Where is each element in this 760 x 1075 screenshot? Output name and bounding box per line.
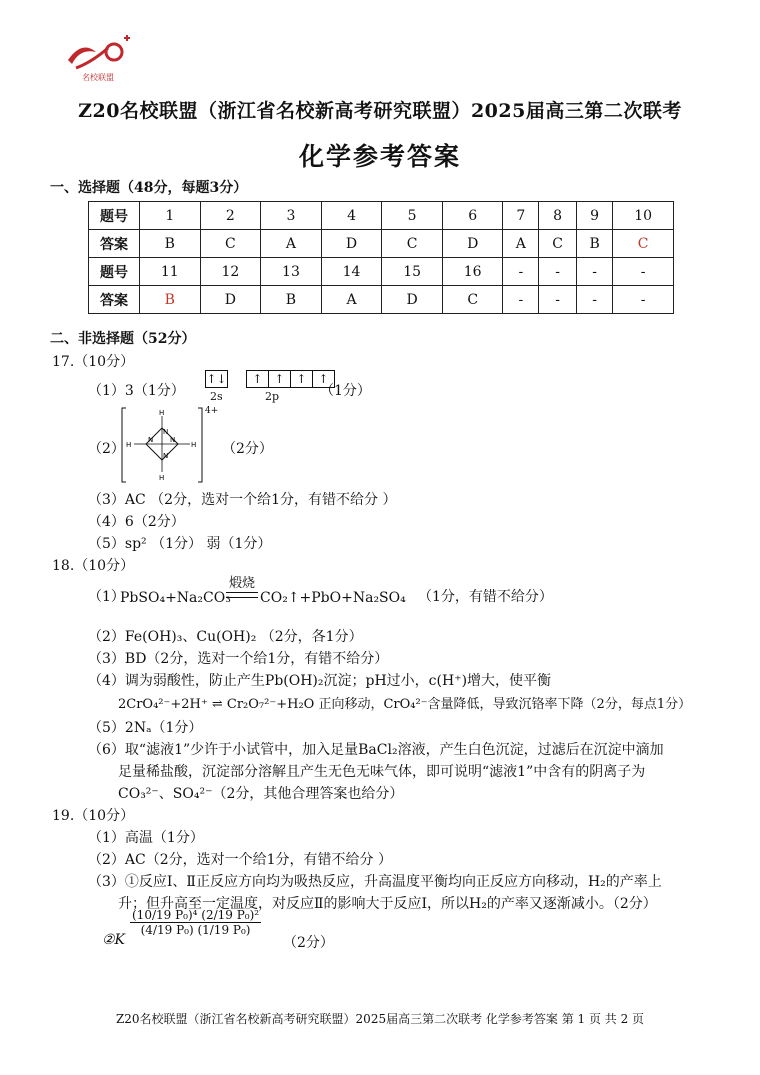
svg-text:H: H (126, 441, 132, 449)
row-label: 题号 (89, 258, 140, 286)
table-cell: 16 (442, 258, 503, 286)
q17-part2-prefix: （2） (88, 441, 125, 457)
table-cell: - (503, 286, 539, 314)
table-cell: - (539, 286, 577, 314)
table-cell: C (539, 230, 577, 258)
table-cell: B (140, 230, 201, 258)
table-cell: A (503, 230, 539, 258)
table-cell: B (576, 230, 612, 258)
table-cell: A (261, 230, 322, 258)
table-cell-highlight: B (140, 286, 201, 314)
svg-text:H: H (191, 441, 197, 449)
q18-part2: （2）Fe(OH)₃、Cu(OH)₂ （2分，各1分） (88, 629, 363, 645)
orbital-diagram (205, 370, 334, 388)
q18-part1-prefix: （1） (88, 589, 125, 605)
q19-part1: （1）高温（1分） (88, 830, 204, 846)
q18-part6-line2: 足量稀盐酸，沉淀部分溶解且产生无色无味气体，即可说明“滤液1”中含有的阴离子为 (118, 764, 646, 780)
table-cell: 7 (503, 202, 539, 230)
table-cell: D (442, 230, 503, 258)
q18-part6-line1: （6）取“滤液1”少许于小试管中，加入足量BaCl₂溶液，产生白色沉淀，过滤后在沉淀中滴加 (88, 742, 664, 758)
table-cell: 15 (382, 258, 443, 286)
table-cell: 11 (140, 258, 201, 286)
table-cell: D (200, 286, 261, 314)
table-cell: B (261, 286, 322, 314)
row-label: 答案 (89, 286, 140, 314)
logo-text: 名校联盟 (82, 73, 114, 82)
q18-part1-rhs: CO₂↑+PbO+Na₂SO₄ (260, 590, 406, 606)
orbital-box-2s: ↑↓ (206, 372, 227, 386)
table-cell: 3 (261, 202, 322, 230)
svg-text:H: H (159, 409, 165, 417)
table-cell: A (321, 286, 382, 314)
structure-icon (120, 406, 206, 484)
page-footer: Z20名校联盟（浙江省名校新高考研究联盟）2025届高三第二次联考 化学参考答案 第 1 页 共 2 页 (115, 1012, 645, 1026)
q18-title: 18.（10分） (52, 558, 135, 574)
table-cell: 13 (261, 258, 322, 286)
q19-part3-line1: （3）①反应Ⅰ、Ⅱ正反应方向均为吸热反应，升高温度平衡均向正反应方向移动，H₂的产率上 (88, 874, 662, 890)
table-cell: 2 (200, 202, 261, 230)
row-label: 答案 (89, 230, 140, 258)
orbital-box-2p: ↑ (290, 370, 313, 388)
q19-part3-line2: 升；但升高至一定温度，对反应Ⅱ的影响大于反应Ⅰ，所以H₂的产率又逐渐减小。（2分） (118, 896, 657, 912)
table-cell: D (382, 286, 443, 314)
orbital-box-2p: ↑ (246, 370, 269, 388)
table-row (89, 230, 674, 258)
table-cell: D (321, 230, 382, 258)
svg-text:N: N (170, 436, 176, 444)
structure-charge: 4+ (205, 406, 219, 416)
table-cell: 12 (200, 258, 261, 286)
table-cell: 5 (382, 202, 443, 230)
table-cell: - (539, 258, 577, 286)
row-label: 题号 (89, 202, 140, 230)
q17-part2-suffix: （2分） (222, 441, 273, 457)
orbital-label-2s: 2s (210, 390, 223, 403)
answer-table (88, 201, 674, 314)
section1-heading: 一、选择题（48分，每题3分） (50, 180, 248, 196)
kp-denominator: (4/19 P₀) (1/19 P₀) (140, 923, 251, 937)
q19-title: 19.（10分） (52, 808, 135, 824)
q17-part1-prefix: （1）3（1分） (88, 383, 185, 399)
svg-text:N: N (148, 436, 154, 444)
q18-part1-suffix: （1分，有错不给分） (418, 589, 553, 605)
logo (62, 34, 142, 86)
orbital-box-2p: ↑ (312, 370, 335, 388)
structure-diagram (120, 406, 206, 484)
table-cell: 8 (539, 202, 577, 230)
q18-part6-line3: CO₃²⁻、SO₄²⁻（2分，其他合理答案也给分） (118, 786, 404, 802)
table-cell: - (613, 286, 674, 314)
table-cell: C (442, 286, 503, 314)
kp-fraction (130, 908, 261, 937)
q17-part1-suffix: （1分） (320, 383, 371, 399)
section2-heading: 二、非选择题（52分） (50, 331, 196, 347)
table-cell-highlight: C (613, 230, 674, 258)
table-cell: - (576, 286, 612, 314)
kp-suffix: （2分） (283, 935, 334, 951)
q19-part2: （2）AC（2分，选对一个给1分，有错不给分 ） (88, 852, 392, 868)
reaction-condition: 煅烧 (228, 576, 255, 591)
subject-title: 化学参考答案 (298, 142, 461, 171)
table-row (89, 286, 674, 314)
orbital-box-2p: ↑ (268, 370, 291, 388)
table-row (89, 258, 674, 286)
table-cell: - (503, 258, 539, 286)
exam-title: Z20名校联盟（浙江省名校新高考研究联盟）2025届高三第二次联考 (78, 100, 682, 122)
q17-title: 17.（10分） (52, 354, 135, 370)
q17-part3: （3）AC （2分，选对一个给1分，有错不给分 ） (88, 492, 397, 508)
table-row (89, 202, 674, 230)
equals-sign (226, 592, 258, 598)
q18-part1-lhs: PbSO₄+Na₂CO₃ (120, 590, 231, 606)
orbital-label-2p: 2p (265, 390, 280, 403)
table-cell: - (613, 258, 674, 286)
table-cell: 6 (442, 202, 503, 230)
table-cell: 14 (321, 258, 382, 286)
table-cell: - (576, 258, 612, 286)
q17-part5: （5）sp² （1分） 弱（1分） (88, 536, 272, 552)
q18-part4-line2: 2CrO₄²⁻+2H⁺ ⇌ Cr₂O₇²⁻+H₂O 正向移动，CrO₄²⁻含量降低，导致沉铬率下降（2分，每点1分） (118, 697, 692, 712)
table-cell: C (200, 230, 261, 258)
kp-numerator: (10/19 P₀)⁴ (2/19 P₀)² (132, 908, 260, 922)
table-cell: 1 (140, 202, 201, 230)
q17-part4: （4）6（2分） (88, 514, 185, 530)
svg-text:N: N (163, 428, 169, 436)
q18-part3: （3）BD（2分，选对一个给1分，有错不给分） (88, 651, 389, 667)
table-cell: 4 (321, 202, 382, 230)
q18-part5: （5）2Nₐ（1分） (88, 720, 203, 736)
svg-text:N: N (163, 452, 169, 460)
table-cell: 10 (613, 202, 674, 230)
svg-text:H: H (159, 474, 165, 482)
table-cell: C (382, 230, 443, 258)
q18-part4-line1: （4）调为弱酸性，防止产生Pb(OH)₂沉淀；pH过小，c(H⁺)增大，使平衡 (88, 673, 552, 689)
kp-prefix: ②K (102, 932, 126, 948)
table-cell: 9 (576, 202, 612, 230)
